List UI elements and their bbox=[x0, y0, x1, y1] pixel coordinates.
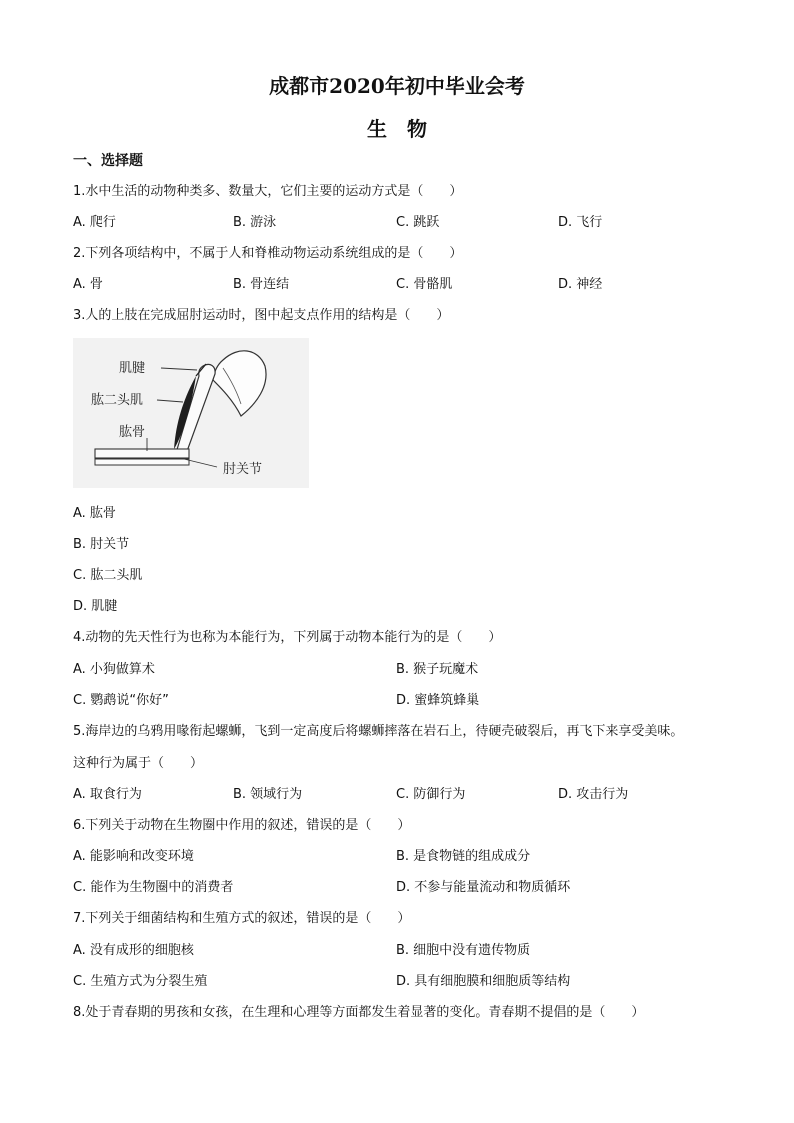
figure-label-elbow-joint: 肘关节 bbox=[223, 462, 263, 477]
question-7-option-d: D. 具有细胞膜和细胞质等结构 bbox=[396, 974, 571, 989]
question-3-option-b: B. 肘关节 bbox=[73, 537, 130, 552]
question-6-stem: 6.下列关于动物在生物圈中作用的叙述，错误的是（ ） bbox=[73, 818, 411, 833]
question-5-option-d: D. 攻击行为 bbox=[558, 787, 629, 802]
question-1-option-b: B. 游泳 bbox=[233, 215, 277, 230]
figure-label-biceps: 肱二头肌 bbox=[91, 393, 144, 408]
question-6-option-a: A. 能影响和改变环境 bbox=[73, 849, 194, 864]
figure-label-humerus: 肱骨 bbox=[119, 425, 146, 440]
question-5-stem: 5.海岸边的乌鸦用喙衔起螺蛳，飞到一定高度后将螺蛳摔落在岩石上，待硬壳破裂后，再飞下来享受美味。 bbox=[73, 724, 684, 739]
question-5-stem-continued: 这种行为属于（ ） bbox=[73, 756, 204, 771]
question-3-option-a: A. 肱骨 bbox=[73, 506, 116, 521]
question-1-option-a: A. 爬行 bbox=[73, 215, 116, 230]
question-5-option-a: A. 取食行为 bbox=[73, 787, 142, 802]
question-2-option-a: A. 骨 bbox=[73, 277, 103, 292]
question-4-option-d: D. 蜜蜂筑蜂巢 bbox=[396, 693, 480, 708]
section-title: 一、选择题 bbox=[73, 153, 143, 169]
question-8-stem: 8.处于青春期的男孩和女孩，在生理和心理等方面都发生着显著的变化。青春期不提倡的是（ ） bbox=[73, 1005, 645, 1020]
figure-label-tendon: 肌腱 bbox=[119, 361, 146, 376]
question-1-option-c: C. 跳跃 bbox=[396, 215, 440, 230]
question-2-option-c: C. 骨骼肌 bbox=[396, 277, 453, 292]
question-1-option-d: D. 飞行 bbox=[558, 215, 603, 230]
question-2-stem: 2.下列各项结构中，不属于人和脊椎动物运动系统组成的是（ ） bbox=[73, 246, 463, 261]
question-3-stem: 3.人的上肢在完成屈肘运动时，图中起支点作用的结构是（ ） bbox=[73, 308, 450, 323]
exam-title: 成都市2020年初中毕业会考 bbox=[269, 74, 525, 98]
question-2-option-d: D. 神经 bbox=[558, 277, 603, 292]
question-4-option-b: B. 猴子玩魔术 bbox=[396, 662, 479, 677]
exam-subject: 生 物 bbox=[367, 117, 427, 141]
arm-muscle-figure bbox=[73, 338, 309, 488]
question-5-option-b: B. 领域行为 bbox=[233, 787, 303, 802]
question-6-option-d: D. 不参与能量流动和物质循环 bbox=[396, 880, 571, 895]
question-7-option-a: A. 没有成形的细胞核 bbox=[73, 943, 194, 958]
question-1-stem: 1.水中生活的动物种类多、数量大，它们主要的运动方式是（ ） bbox=[73, 184, 463, 199]
question-4-option-c: C. 鹦鹉说“你好” bbox=[73, 693, 169, 708]
question-6-option-c: C. 能作为生物圈中的消费者 bbox=[73, 880, 234, 895]
question-4-stem: 4.动物的先天性行为也称为本能行为，下列属于动物本能行为的是（ ） bbox=[73, 630, 502, 645]
question-4-option-a: A. 小狗做算术 bbox=[73, 662, 155, 677]
question-2-option-b: B. 骨连结 bbox=[233, 277, 290, 292]
question-3-option-c: C. 肱二头肌 bbox=[73, 568, 143, 583]
question-7-option-b: B. 细胞中没有遗传物质 bbox=[396, 943, 531, 958]
question-6-option-b: B. 是食物链的组成成分 bbox=[396, 849, 531, 864]
question-3-option-d: D. 肌腱 bbox=[73, 599, 118, 614]
question-7-stem: 7.下列关于细菌结构和生殖方式的叙述，错误的是（ ） bbox=[73, 911, 411, 926]
question-5-option-c: C. 防御行为 bbox=[396, 787, 466, 802]
question-7-option-c: C. 生殖方式为分裂生殖 bbox=[73, 974, 208, 989]
